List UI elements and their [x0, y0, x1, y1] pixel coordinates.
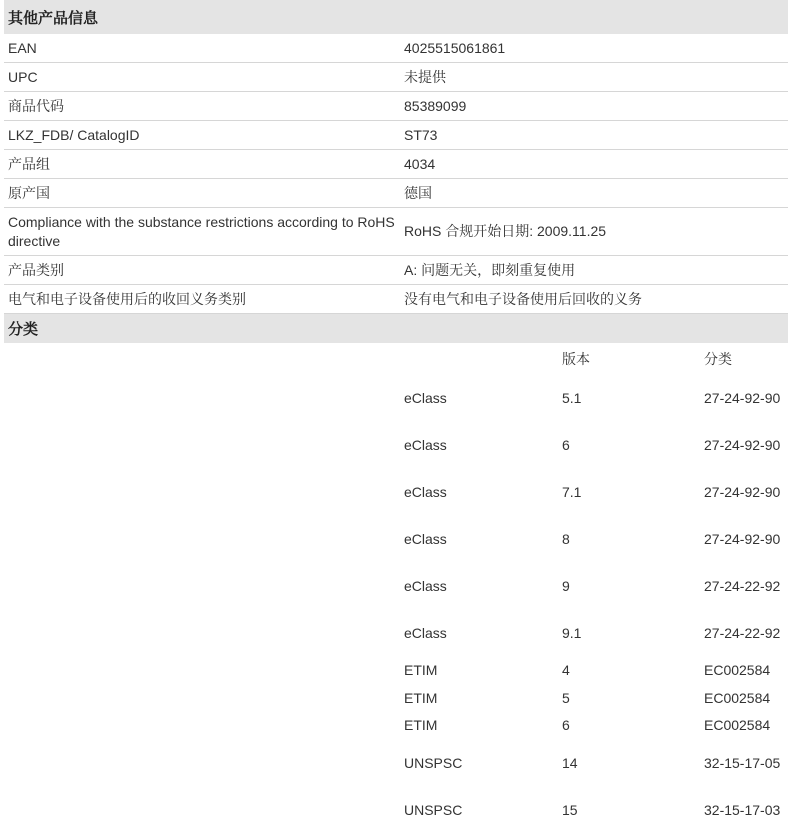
info-label: 电气和电子设备使用后的收回义务类别: [4, 285, 399, 314]
info-value: 4025515061861: [399, 34, 788, 63]
info-value: ST73: [399, 121, 788, 150]
classification-table: [400, 343, 788, 834]
product-details: [4, 0, 788, 834]
classification-code: 27-24-92-90: [704, 531, 781, 547]
classification-code: 32-15-17-05: [704, 754, 781, 771]
info-value: 没有电气和电子设备使用后回收的义务: [399, 285, 788, 314]
info-value: A: 问题无关，即刻重复使用: [399, 256, 788, 285]
version-column-header: 版本: [562, 351, 590, 367]
classification-row: [400, 787, 788, 834]
info-label: 产品组: [4, 150, 399, 179]
classification-header: [4, 314, 788, 343]
classification-version: 6: [562, 437, 570, 453]
classification-code: EC002584: [704, 689, 771, 706]
other-product-info-title: 其他产品信息: [8, 9, 99, 27]
classification-version: 7.1: [562, 484, 582, 500]
info-row-rohs: [4, 208, 788, 256]
classification-system: eClass: [404, 437, 447, 453]
classification-code: 27-24-22-92: [704, 625, 781, 641]
classification-row: [400, 657, 788, 685]
classification-version: 8: [562, 531, 570, 547]
classification-system: eClass: [404, 625, 447, 641]
info-label: EAN: [4, 34, 399, 63]
info-value: 未提供: [399, 63, 788, 92]
other-product-info-header: [4, 0, 788, 34]
classification-row: [400, 469, 788, 516]
classification-system: eClass: [404, 484, 447, 500]
info-label: Compliance with the substance restrictions according to RoHS directive: [4, 208, 399, 256]
classification-system: ETIM: [404, 662, 438, 679]
info-label: UPC: [4, 63, 399, 92]
classification-system: ETIM: [404, 689, 438, 706]
info-row-product-category: [4, 256, 788, 285]
classification-header-row: [400, 343, 788, 375]
info-row-ean: [4, 34, 788, 63]
classification-code: 27-24-92-90: [704, 484, 781, 500]
classification-row: [400, 685, 788, 713]
classification-title: 分类: [8, 321, 39, 338]
info-value: 85389099: [399, 92, 788, 121]
classification-system: UNSPSC: [404, 754, 463, 771]
classification-row: [400, 712, 788, 740]
info-value: RoHS 合规开始日期: 2009.11.25: [399, 208, 788, 256]
info-label: 产品类别: [4, 256, 399, 285]
info-row-country-of-origin: [4, 179, 788, 208]
classification-version: 9.1: [562, 625, 582, 641]
classification-code: 27-24-22-92: [704, 578, 781, 594]
classification-code: 32-15-17-03: [704, 801, 781, 818]
info-row-commodity-code: [4, 92, 788, 121]
info-label: 原产国: [4, 179, 399, 208]
classification-version: 15: [562, 801, 578, 818]
system-column-header: [400, 343, 562, 375]
info-label: LKZ_FDB/ CatalogID: [4, 121, 399, 150]
info-row-catalog-id: [4, 121, 788, 150]
classification-system: eClass: [404, 390, 447, 406]
classification-row: [400, 516, 788, 563]
classification-system: eClass: [404, 531, 447, 547]
info-value: 4034: [399, 150, 788, 179]
info-row-weee: [4, 285, 788, 314]
info-value: 德国: [399, 179, 788, 208]
classification-row: [400, 375, 788, 422]
info-row-upc: [4, 63, 788, 92]
classification-row: [400, 422, 788, 469]
classification-version: 5.1: [562, 390, 582, 406]
classification-code: 27-24-92-90: [704, 437, 781, 453]
classification-row: [400, 563, 788, 610]
classification-code: EC002584: [704, 662, 771, 679]
info-row-product-group: [4, 150, 788, 179]
classification-version: 4: [562, 662, 570, 679]
classification-version: 9: [562, 578, 570, 594]
classification-row: [400, 610, 788, 657]
other-product-info-table: [4, 34, 788, 314]
info-label: 商品代码: [4, 92, 399, 121]
class-column-header: 分类: [704, 351, 732, 367]
classification-version: 5: [562, 689, 570, 706]
classification-code: 27-24-92-90: [704, 390, 781, 406]
classification-code: EC002584: [704, 717, 771, 734]
classification-version: 14: [562, 754, 578, 771]
classification-system: eClass: [404, 578, 447, 594]
classification-system: UNSPSC: [404, 801, 463, 818]
classification-version: 6: [562, 717, 570, 734]
classification-system: ETIM: [404, 717, 438, 734]
classification-row: [400, 740, 788, 787]
